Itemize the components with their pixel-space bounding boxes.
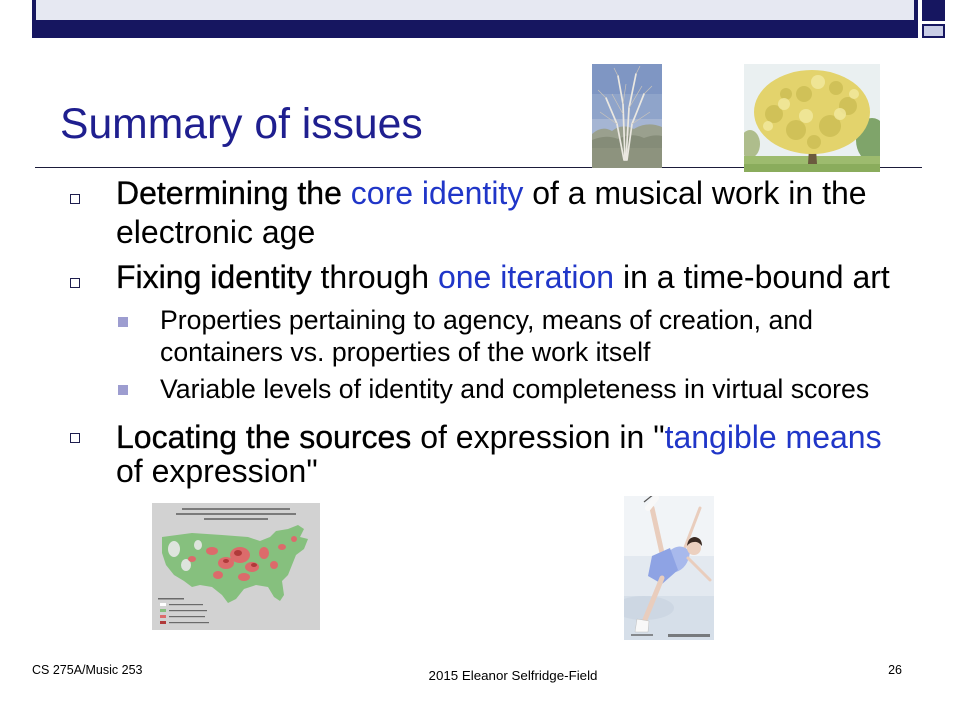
bullet-3-highlight-text: tangible means — [664, 419, 882, 455]
us-map-image — [152, 503, 320, 630]
hollow-square-bullet-icon — [70, 278, 80, 288]
corner-block-dark — [922, 0, 945, 21]
bullet-fixing-identity — [116, 258, 906, 297]
bullet-3-text-end: of expression" — [116, 453, 318, 489]
slide-number: 26 — [888, 663, 902, 677]
bullet-2-lead-text: Fixing identity — [116, 259, 312, 295]
footer-course-label: CS 275A/Music 253 — [32, 663, 143, 677]
bullet-3-lead-text: Locating the sources — [116, 419, 412, 455]
corner-block-light — [922, 24, 945, 38]
footer-copyright: 2015 Eleanor Selfridge-Field — [428, 668, 598, 683]
sub-bullet-properties: Properties pertaining to agency, means of creation, and containers vs. properties of the work itself — [160, 305, 813, 367]
filled-square-bullet-icon — [118, 317, 128, 327]
filled-square-bullet-icon — [118, 385, 128, 395]
bullet-1-lead-text: Determining the — [116, 175, 351, 211]
bullet-2-text-end: in a time-bound art — [614, 259, 890, 295]
slide-title: Summary of issues — [60, 100, 423, 148]
bullet-core-identity — [116, 174, 906, 252]
hollow-square-bullet-icon — [70, 194, 80, 204]
bullet-2-text: through — [311, 259, 438, 295]
figure-skater-photo — [624, 496, 714, 640]
hollow-square-bullet-icon — [70, 433, 80, 443]
yellow-tree-photo — [744, 64, 880, 172]
bare-tree-photo — [592, 64, 662, 168]
bullet-locating-sources — [116, 420, 906, 488]
bullet-2-highlight-text: one iteration — [437, 259, 615, 295]
top-banner-panel — [36, 0, 914, 20]
sub-bullet-variable-levels: Variable levels of identity and completeness in virtual scores — [160, 374, 870, 404]
bullet-3-text: of expression in " — [411, 419, 665, 455]
bullet-1-highlight-text: core identity — [350, 175, 524, 211]
bullet-1-text: of a musical work in the electronic age — [116, 175, 867, 250]
